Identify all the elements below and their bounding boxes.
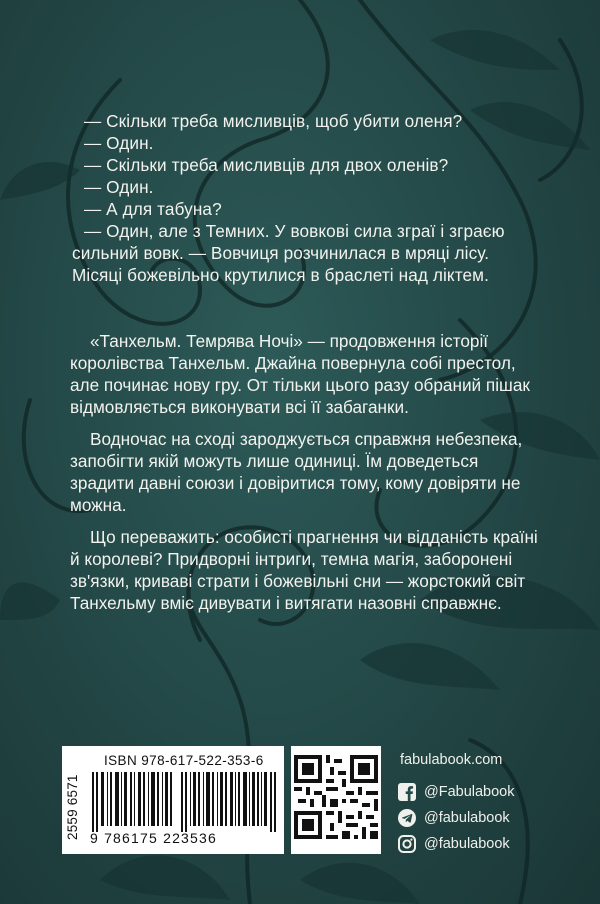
dialogue-excerpt bbox=[72, 110, 542, 286]
dialogue-line: — Один. bbox=[84, 177, 154, 197]
instagram-icon bbox=[398, 835, 416, 853]
barcode-bars bbox=[90, 772, 278, 832]
book-blurb bbox=[70, 330, 540, 624]
publisher-contacts bbox=[398, 752, 568, 859]
dialogue-line: сильний вовк. — Вовчиця розчинилася в мряці лісу. bbox=[72, 243, 490, 263]
instagram-handle: @fabulabook bbox=[424, 836, 510, 852]
facebook-icon bbox=[398, 783, 416, 801]
blurb-paragraph: «Танхельм. Темрява Ночі» — продовження історії королівства Танхельм. Джайна повернула собі престол, але починає нову гру. От тільки цього разу обраний пішак відмовляється виконувати всі її забаганки. bbox=[70, 331, 530, 417]
telegram-contact[interactable] bbox=[398, 807, 568, 829]
telegram-icon bbox=[398, 809, 416, 827]
dialogue-line: Місяці божевільно крутилися в браслеті над ліктем. bbox=[72, 265, 489, 285]
dialogue-line: — Скільки треба мисливців для двох оленів? bbox=[84, 155, 449, 175]
barcode-side-digits: 2559 6571 bbox=[65, 774, 80, 840]
blurb-paragraph: Що переважить: особисті прагнення чи відданість країні й королеві? Придворні інтриги, темна магія, заборонені зв'язки, криваві страти і божевільні сни — жорстокий світ Танхельму вміє дивувати і витягати назовні справжнє. bbox=[70, 527, 538, 613]
telegram-handle: @fabulabook bbox=[424, 810, 510, 826]
publisher-website[interactable]: fabulabook.com bbox=[400, 752, 503, 768]
facebook-handle: @Fabulabook bbox=[424, 784, 515, 800]
dialogue-line: — Скільки треба мисливців, щоб убити оленя? bbox=[84, 111, 463, 131]
blurb-paragraph: Водночас на сході зароджується справжня небезпека, запобігти якій можуть лише одиниці. Їм доведеться зрадити давні союзи і довіритися тому, кому довіряти не можна. bbox=[70, 429, 523, 515]
isbn-barcode bbox=[62, 746, 284, 854]
ean-digits: 9 786175 223536 bbox=[90, 830, 217, 846]
dialogue-line: — Один. bbox=[84, 133, 154, 153]
dialogue-line: — А для табуна? bbox=[84, 199, 222, 219]
facebook-contact[interactable] bbox=[398, 781, 568, 803]
qr-code bbox=[291, 746, 381, 854]
dialogue-line: — Один, але з Темних. У вовкові сила зграї і зграєю bbox=[84, 221, 505, 241]
isbn-text: ISBN 978-617-522-353-6 bbox=[104, 753, 264, 768]
instagram-contact[interactable] bbox=[398, 833, 568, 855]
